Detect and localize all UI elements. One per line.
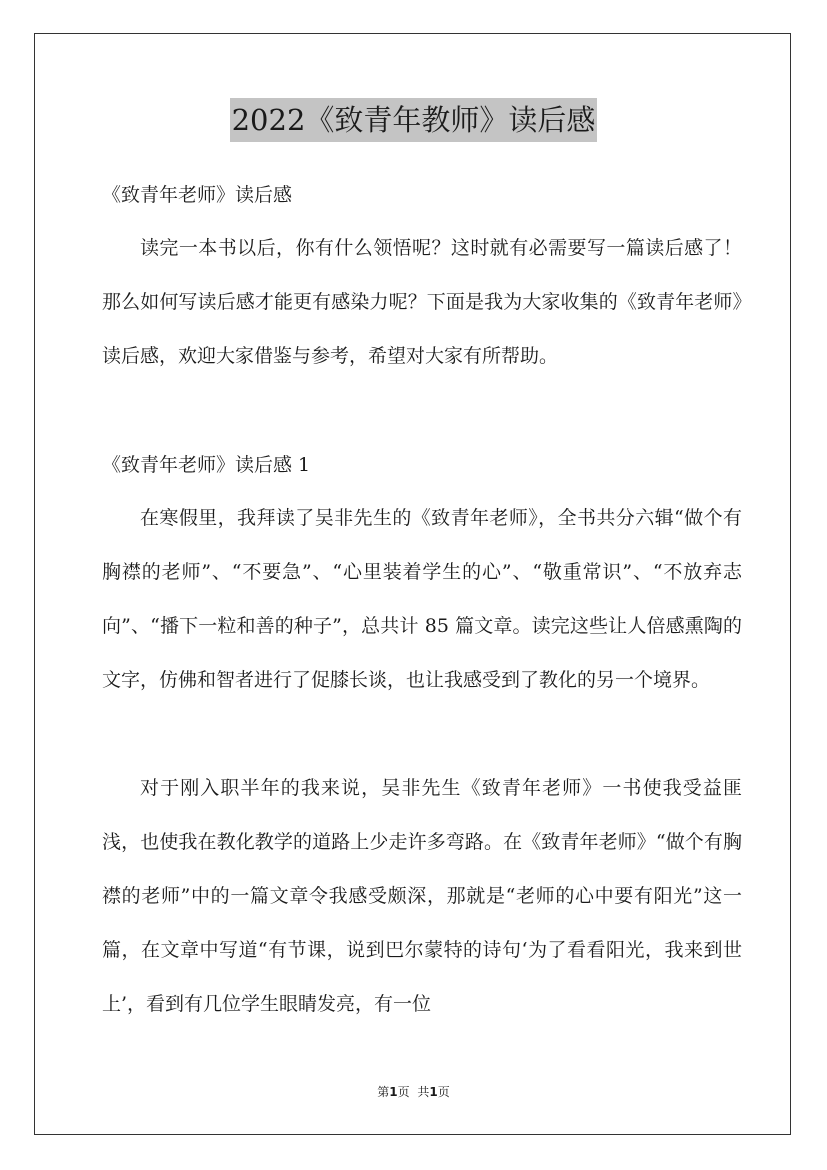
body-paragraph-2: 对于刚入职半年的我来说，吴非先生《致青年老师》一书使我受益匪浅，也使我在教化教学的道路上少走许多弯路。在《致青年老师》“做个有胸襟的老师”中的一篇文章令我感受颇深，那就是“老师的心中要有阳光”这一篇，在文章中写道“有节课，说到巴尔蒙特的诗句‘为了看看阳光，我来到世上’，看到有几位学生眼睛发亮，有一位 xyxy=(102,777,742,1015)
body-paragraph-1: 在寒假里，我拜读了吴非先生的《致青年老师》，全书共分六辑“做个有胸襟的老师”、“不要急”、“心里装着学生的心”、“敬重常识”、“不放弃志向”、“播下一粒和善的种子”，总共计 85 篇文章。读完这些让人倍感熏陶的文字，仿佛和智者进行了促膝长谈，也让我感受到了教化的另一个境界。 xyxy=(102,507,742,691)
footer-page-suffix: 页 xyxy=(397,1085,410,1099)
footer-page-prefix: 第 xyxy=(377,1085,390,1099)
footer-total-suffix: 页 xyxy=(437,1085,450,1099)
document-title xyxy=(0,98,827,144)
intro-paragraph: 读完一本书以后，你有什么领悟呢？这时就有必需要写一篇读后感了！那么如何写读后感才能更有感染力呢？下面是我为大家收集的《致青年老师》读后感，欢迎大家借鉴与参考，希望对大家有所帮助。 xyxy=(102,237,742,367)
footer-total-prefix: 共 xyxy=(417,1085,430,1099)
page-footer xyxy=(0,1084,827,1100)
document-title-text: 2022《致青年教师》读后感 xyxy=(230,98,598,142)
document-subtitle: 《致青年老师》读后感 xyxy=(102,184,293,206)
section-heading: 《致青年老师》读后感 1 xyxy=(102,454,311,476)
footer-total-pages: 1 xyxy=(429,1085,438,1099)
footer-page-number: 1 xyxy=(389,1085,398,1099)
